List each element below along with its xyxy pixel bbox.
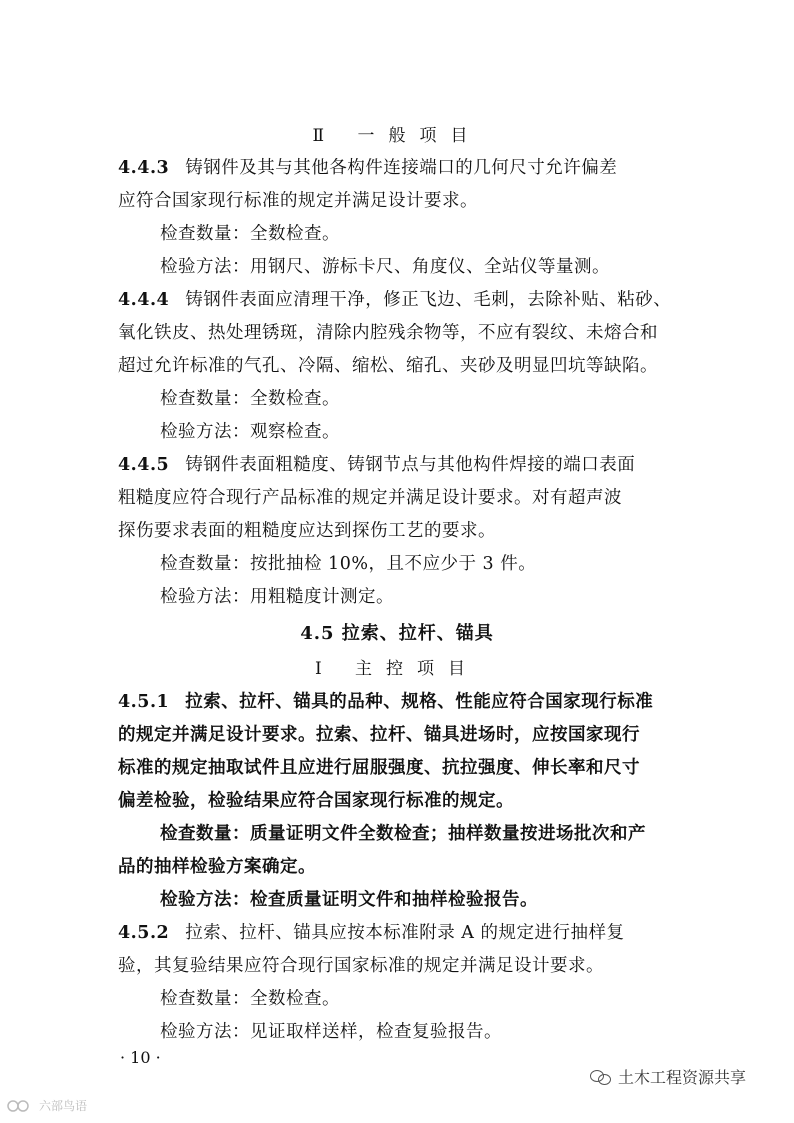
watermark-account	[590, 1065, 746, 1088]
clause-4-5-2-check-method: 检验方法：见证取样送样，检查复验报告。	[160, 1022, 502, 1042]
clause-4-4-4-check-method: 检验方法：观察检查。	[160, 422, 340, 442]
section-heading-4-5: 4.5 拉索、拉杆、锚具	[300, 623, 494, 644]
watermark-logo	[6, 1097, 87, 1114]
clause-number: 4.4.3	[118, 158, 170, 178]
clause-4-5-2-line-2: 验，其复验结果应符合现行国家标准的规定并满足设计要求。	[118, 956, 604, 976]
clause-4-4-4-check-quantity: 检查数量：全数检查。	[160, 389, 340, 409]
wechat-icon	[590, 1069, 612, 1085]
clause-4-5-1-line-3: 标准的规定抽取试件且应进行屈服强度、抗拉强度、伸长率和尺寸	[118, 758, 640, 778]
watermark-logo-text: 六部鸟语	[39, 1099, 88, 1113]
subhead-main-items: Ⅰ 主控项目	[314, 659, 480, 679]
clause-4-5-1-line-4: 偏差检验，检验结果应符合国家现行标准的规定。	[118, 791, 514, 811]
clause-number: 4.5.1	[118, 692, 170, 712]
clause-4-4-5-check-quantity: 检查数量：按批抽检 10%，且不应少于 3 件。	[160, 554, 537, 574]
clause-number: 4.4.5	[118, 455, 170, 475]
clause-4-4-3-check-method: 检验方法：用钢尺、游标卡尺、角度仪、全站仪等量测。	[160, 257, 610, 277]
clause-4-4-4-line-1: 4.4.4 铸钢件表面应清理干净，修正飞边、毛刺，去除补贴、粘砂、	[118, 290, 672, 310]
clause-4-5-1-check-quantity-line-1: 检查数量：质量证明文件全数检查；抽样数量按进场批次和产	[160, 824, 646, 844]
clause-4-4-3-check-quantity: 检查数量：全数检查。	[160, 224, 340, 244]
clause-4-5-1-line-1: 4.5.1 拉索、拉杆、锚具的品种、规格、性能应符合国家现行标准	[118, 692, 654, 712]
clause-4-5-2-check-quantity: 检查数量：全数检查。	[160, 989, 340, 1009]
clause-4-4-3-line-1: 4.4.3 铸钢件及其与其他各构件连接端口的几何尺寸允许偏差	[118, 158, 618, 178]
clause-4-5-1-line-2: 的规定并满足设计要求。拉索、拉杆、锚具进场时，应按国家现行	[118, 725, 640, 745]
clause-4-5-1-check-method: 检验方法：检查质量证明文件和抽样检验报告。	[160, 890, 538, 910]
clause-4-4-5-check-method: 检验方法：用粗糙度计测定。	[160, 587, 394, 607]
clause-number: 4.5.2	[118, 923, 170, 943]
clause-number: 4.4.4	[118, 290, 170, 310]
watermark-account-text: 土木工程资源共享	[618, 1068, 747, 1087]
clause-4-4-4-line-2: 氧化铁皮、热处理锈斑，清除内腔残余物等，不应有裂纹、未熔合和	[118, 323, 658, 343]
clause-4-4-5-line-2: 粗糙度应符合现行产品标准的规定并满足设计要求。对有超声波	[118, 488, 622, 508]
clause-4-4-4-line-3: 超过允许标准的气孔、冷隔、缩松、缩孔、夹砂及明显凹坑等缺陷。	[118, 356, 658, 376]
clause-4-4-5-line-1: 4.4.5 铸钢件表面粗糙度、铸钢节点与其他构件焊接的端口表面	[118, 455, 636, 475]
clause-4-4-3-line-2: 应符合国家现行标准的规定并满足设计要求。	[118, 191, 478, 211]
page-number: · 10 ·	[120, 1048, 161, 1067]
clause-4-4-5-line-3: 探伤要求表面的粗糙度应达到探伤工艺的要求。	[118, 521, 496, 541]
clause-4-5-2-line-1: 4.5.2 拉索、拉杆、锚具应按本标准附录 A 的规定进行抽样复	[118, 923, 625, 943]
clause-4-5-1-check-quantity-line-2: 品的抽样检验方案确定。	[118, 857, 316, 877]
subhead-general-items: Ⅱ 一般项目	[312, 126, 482, 146]
watermark-logo-icon	[6, 1099, 36, 1113]
